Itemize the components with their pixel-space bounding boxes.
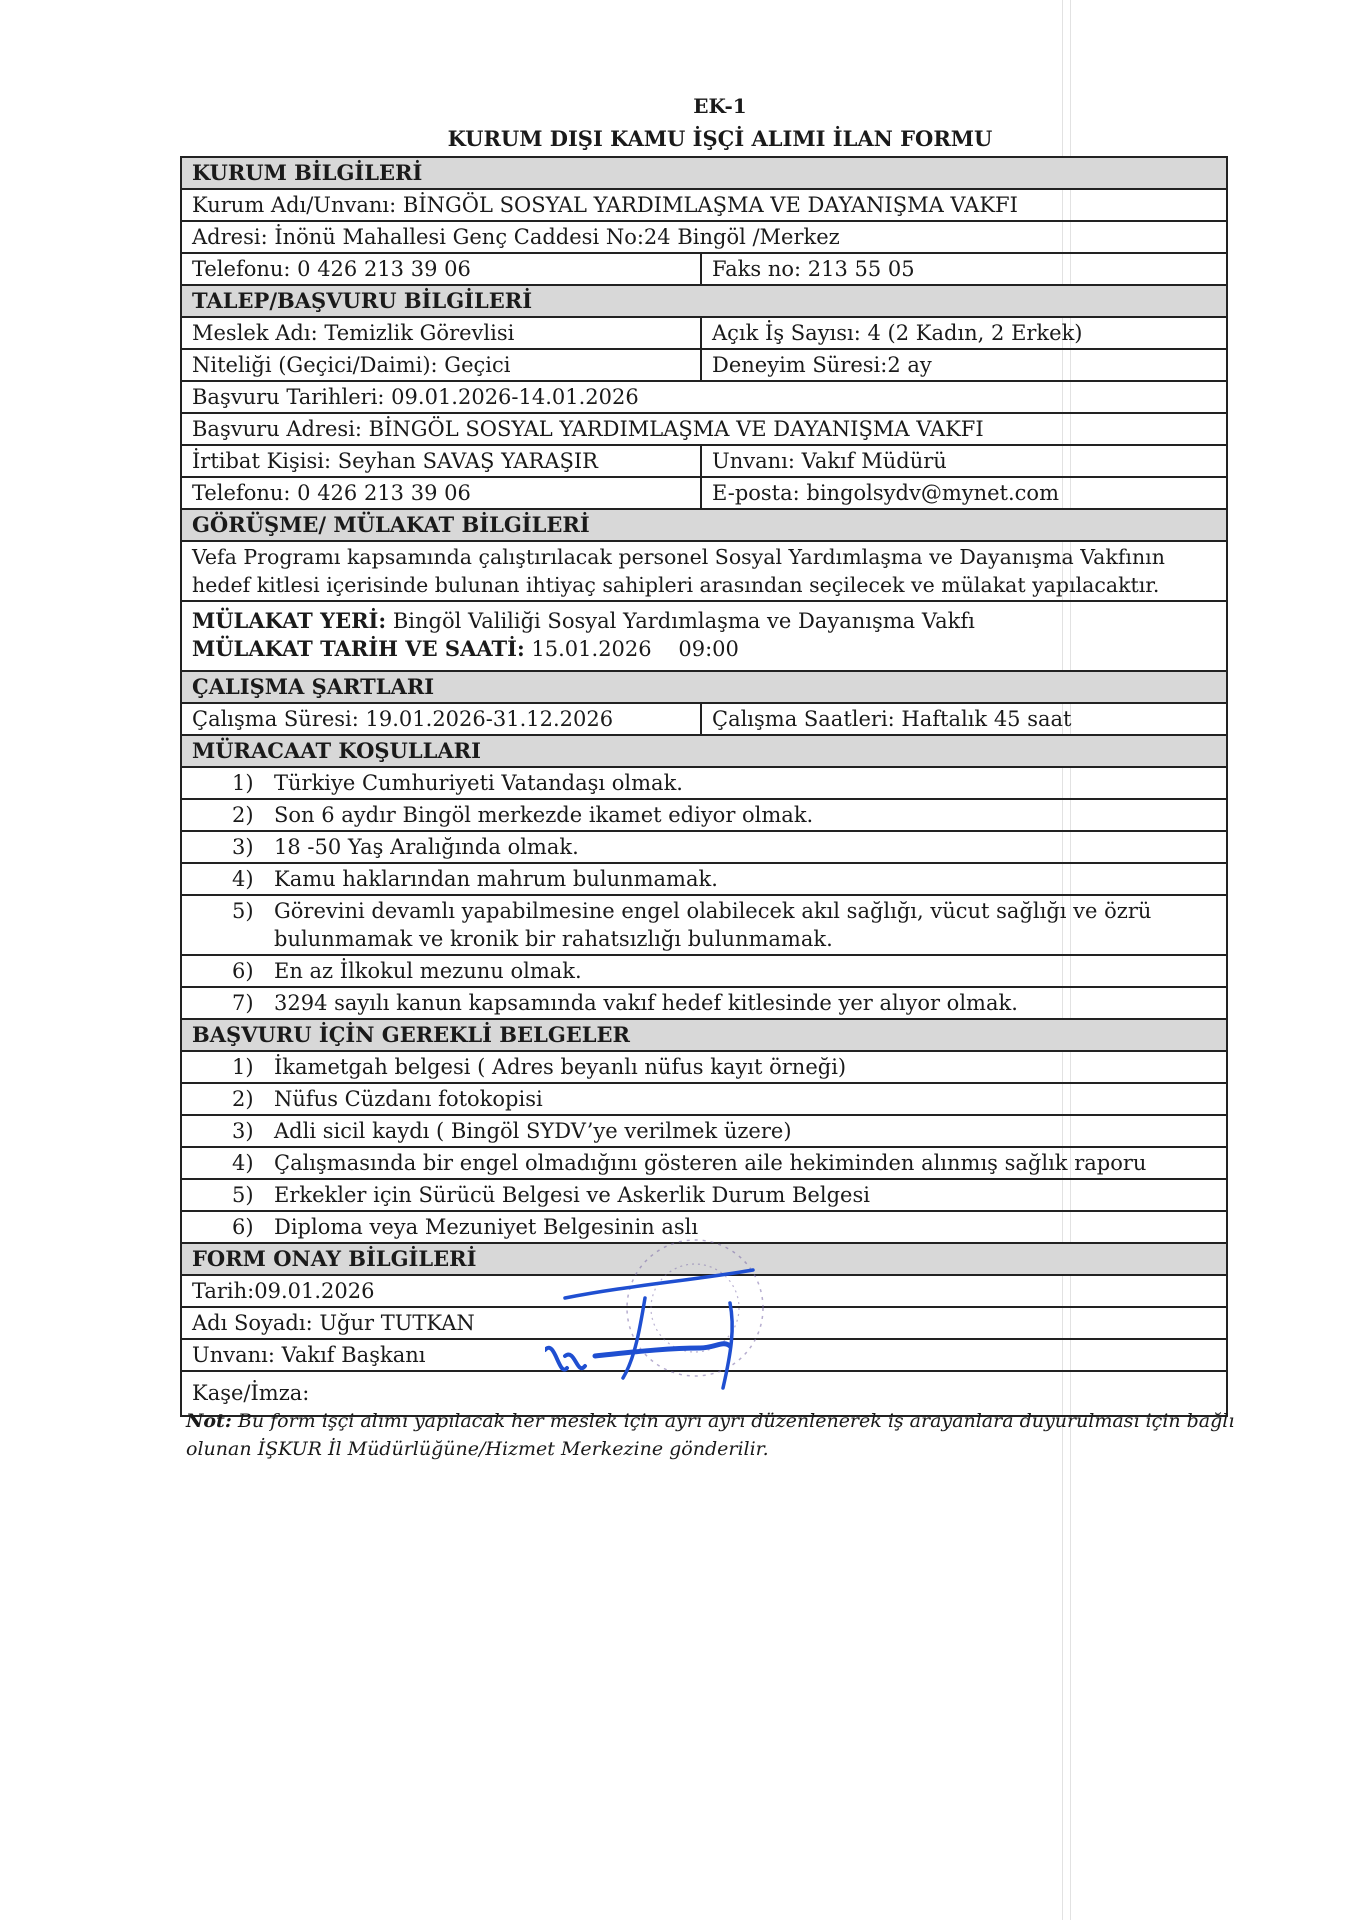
section-title: GÖRÜŞME/ MÜLAKAT BİLGİLERİ	[192, 512, 590, 537]
application-address: Başvuru Adresi: BİNGÖL SOSYAL YARDIMLAŞMA VE DAYANIŞMA VAKFI	[192, 417, 984, 441]
interview-time: 09:00	[678, 637, 739, 661]
application-dates: Başvuru Tarihleri: 09.01.2026-14.01.2026	[192, 385, 639, 409]
interview-details	[182, 606, 1226, 664]
list-item	[180, 1116, 1228, 1148]
job-nature: Niteliği (Geçici/Daimi): Geçici	[182, 350, 702, 380]
list-item	[180, 1084, 1228, 1116]
footnote	[186, 1407, 1246, 1463]
item-number: 5)	[232, 899, 254, 923]
work-period: Çalışma Süresi: 19.01.2026-31.12.2026	[182, 704, 702, 734]
item-text: 3294 sayılı kanun kapsamında vakıf hedef kitlesinde yer alıyor olmak.	[274, 991, 1018, 1015]
open-positions: Açık İş Sayısı: 4 (2 Kadın, 2 Erkek)	[712, 321, 1083, 345]
form-row	[180, 414, 1228, 446]
contact-person: İrtibat Kişisi: Seyhan SAVAŞ YARAŞIR	[182, 446, 702, 476]
contact-phone: Telefonu: 0 426 213 39 06	[182, 478, 702, 508]
stamp-signature-label: Kaşe/İmza:	[192, 1381, 310, 1405]
list-item	[180, 896, 1228, 956]
form-row	[180, 318, 1228, 350]
item-text: Diploma veya Mezuniyet Belgesinin aslı	[274, 1215, 699, 1239]
contact-email: E-posta: bingolsydv@mynet.com	[712, 481, 1059, 505]
interview-description: Vefa Programı kapsamında çalıştırılacak personel Sosyal Yardımlaşma ve Dayanışma Vakfının hedef kitlesi içerisinde bulunan ihtiyaç sahipleri arasından seçilecek ve mülakat yapılacaktır.	[192, 545, 1165, 597]
occupation-name: Meslek Adı: Temizlik Görevlisi	[182, 318, 702, 348]
form-row	[180, 542, 1228, 602]
section-header-belgeler	[180, 1020, 1228, 1052]
form-row	[180, 478, 1228, 510]
signature-stroke	[565, 1270, 753, 1298]
approver-title: Unvanı: Vakıf Başkanı	[192, 1343, 426, 1367]
list-item	[180, 832, 1228, 864]
list-item	[180, 956, 1228, 988]
institution-name: Kurum Adı/Unvanı: BİNGÖL SOSYAL YARDIMLAŞMA VE DAYANIŞMA VAKFI	[192, 193, 1018, 217]
interview-datetime-label: MÜLAKAT TARİH VE SAATİ:	[192, 636, 525, 661]
section-header-calisma	[180, 672, 1228, 704]
approval-date: Tarih:09.01.2026	[192, 1279, 375, 1303]
item-number: 2)	[232, 803, 254, 827]
approver-name: Adı Soyadı: Uğur TUTKAN	[192, 1311, 475, 1335]
item-text: Kamu haklarından mahrum bulunmamak.	[274, 867, 718, 891]
item-number: 6)	[232, 1215, 254, 1239]
item-text: Görevini devamlı yapabilmesine engel olabilecek akıl sağlığı, vücut sağlığı ve özrü bulunmamak ve kronik bir rahatsızlığı bulunmamak.	[274, 899, 1152, 951]
list-item	[180, 988, 1228, 1020]
institution-address: Adresi: İnönü Mahallesi Genç Caddesi No:24 Bingöl /Merkez	[192, 225, 840, 249]
section-title: MÜRACAAT KOŞULLARI	[192, 738, 481, 763]
signature-stroke	[545, 1348, 585, 1370]
work-hours: Çalışma Saatleri: Haftalık 45 saat	[712, 707, 1072, 731]
form-row	[180, 602, 1228, 672]
item-text: Erkekler için Sürücü Belgesi ve Askerlik Durum Belgesi	[274, 1183, 870, 1207]
official-stamp-signature	[545, 1228, 785, 1398]
stamp-outer-ring	[627, 1240, 763, 1376]
section-header-talep	[180, 286, 1228, 318]
item-text: Nüfus Cüzdanı fotokopisi	[274, 1087, 543, 1111]
item-text: Türkiye Cumhuriyeti Vatandaşı olmak.	[274, 771, 683, 795]
doc-title: KURUM DIŞI KAMU İŞÇİ ALIMI İLAN FORMU	[447, 126, 993, 151]
item-number: 3)	[232, 1119, 254, 1143]
signature-stroke	[623, 1298, 645, 1378]
item-text: Son 6 aydır Bingöl merkezde ikamet ediyor olmak.	[274, 803, 814, 827]
footnote-text: Bu form işçi alımı yapılacak her meslek için ayrı ayrı düzenlenerek iş arayanlara duyurulması için bağlı olunan İŞKUR İl Müdürlüğüne/Hizmet Merkezine gönderilir.	[186, 1410, 1235, 1460]
item-number: 6)	[232, 959, 254, 983]
section-title: ÇALIŞMA ŞARTLARI	[192, 674, 435, 699]
item-text: İkametgah belgesi ( Adres beyanlı nüfus kayıt örneği)	[274, 1055, 847, 1079]
section-header-muracaat	[180, 736, 1228, 768]
contact-title: Unvanı: Vakıf Müdürü	[712, 449, 947, 473]
section-header-gorusme	[180, 510, 1228, 542]
probation-period: Deneyim Süresi:2 ay	[712, 353, 932, 377]
section-title: KURUM BİLGİLERİ	[192, 160, 423, 185]
interview-place: Bingöl Valiliği Sosyal Yardımlaşma ve Dayanışma Vakfı	[392, 609, 975, 633]
institution-phone: Telefonu: 0 426 213 39 06	[182, 254, 702, 284]
interview-place-label: MÜLAKAT YERİ:	[192, 608, 387, 633]
item-number: 4)	[232, 867, 254, 891]
item-number: 1)	[232, 771, 254, 795]
form-row	[180, 382, 1228, 414]
item-text: 18 -50 Yaş Aralığında olmak.	[274, 835, 579, 859]
interview-date: 15.01.2026	[531, 637, 652, 661]
list-item	[180, 1148, 1228, 1180]
item-number: 1)	[232, 1055, 254, 1079]
item-number: 3)	[232, 835, 254, 859]
form-row	[180, 446, 1228, 478]
list-item	[180, 1180, 1228, 1212]
form-row	[180, 704, 1228, 736]
footnote-label: Not:	[186, 1410, 232, 1432]
list-item	[180, 768, 1228, 800]
item-number: 5)	[232, 1183, 254, 1207]
item-number: 7)	[232, 991, 254, 1015]
institution-fax: Faks no: 213 55 05	[712, 257, 915, 281]
section-title: FORM ONAY BİLGİLERİ	[192, 1246, 477, 1271]
doc-annex-label: EK-1	[693, 94, 747, 118]
item-text: Adli sicil kaydı ( Bingöl SYDV’ye verilmek üzere)	[274, 1119, 792, 1143]
item-number: 4)	[232, 1151, 254, 1175]
section-header-kurum	[180, 156, 1228, 190]
list-item	[180, 1052, 1228, 1084]
list-item	[180, 800, 1228, 832]
section-title: BAŞVURU İÇİN GEREKLİ BELGELER	[192, 1022, 630, 1047]
section-title: TALEP/BAŞVURU BİLGİLERİ	[192, 288, 533, 313]
form-row	[180, 254, 1228, 286]
form-row	[180, 190, 1228, 222]
list-item	[180, 864, 1228, 896]
item-text: En az İlkokul mezunu olmak.	[274, 959, 582, 983]
form-row	[180, 222, 1228, 254]
item-text: Çalışmasında bir engel olmadığını gösteren aile hekiminden alınmış sağlık raporu	[274, 1151, 1147, 1175]
item-number: 2)	[232, 1087, 254, 1111]
form-row	[180, 350, 1228, 382]
